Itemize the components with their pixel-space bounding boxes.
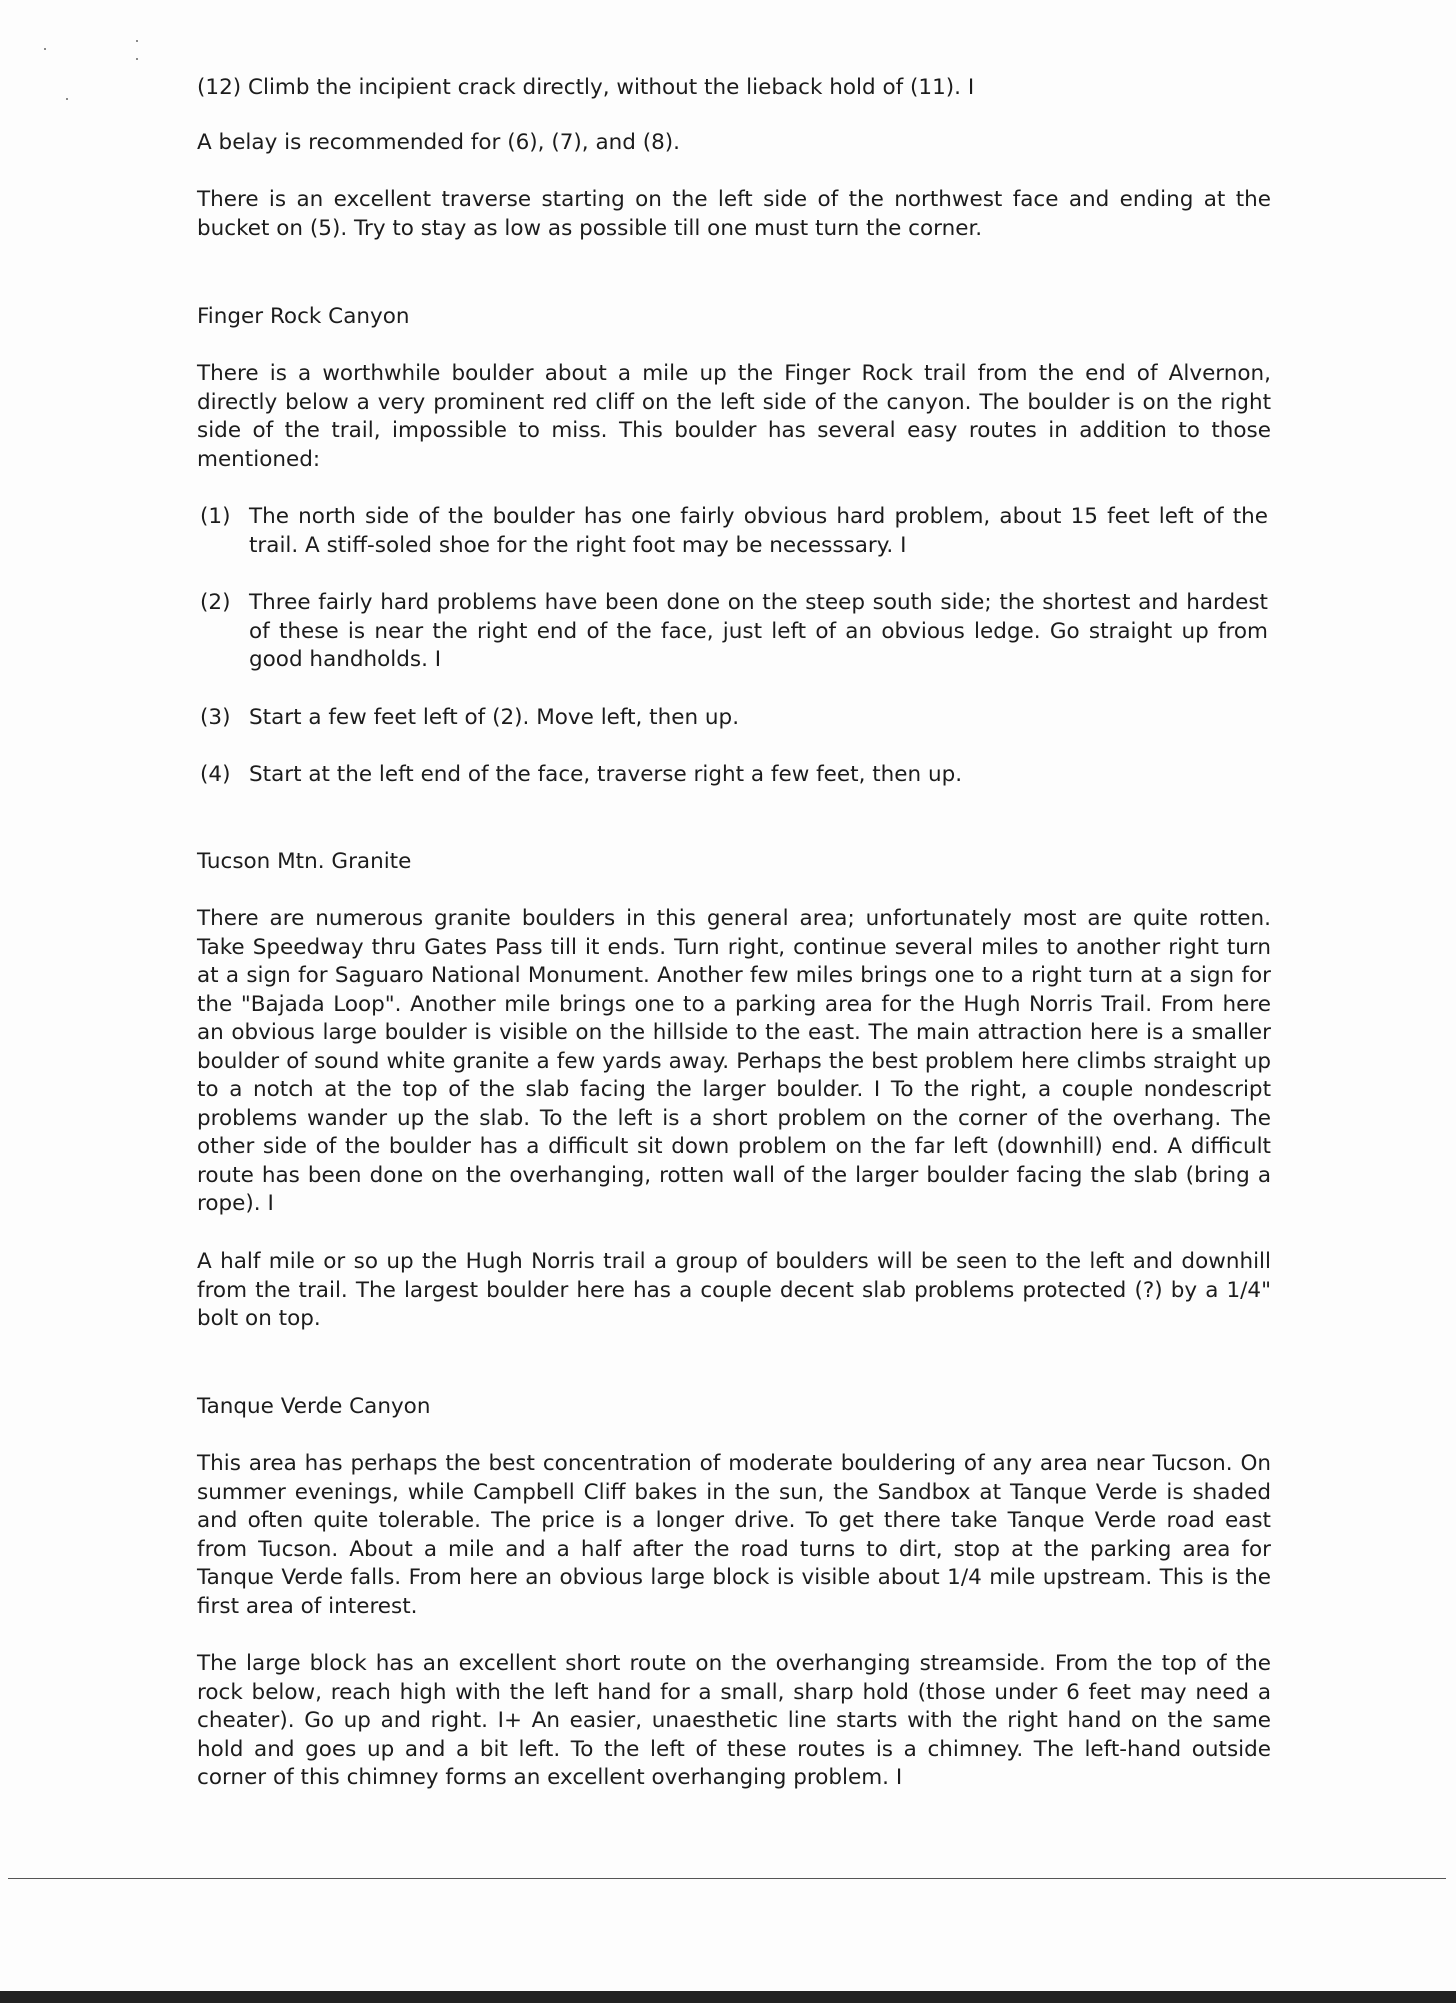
scan-edge-band	[0, 1991, 1456, 2003]
tanque-verde-paragraph-1: This area has perhaps the best concentration of moderate bouldering of any area near Tucson. On summer evenings, while Campbell Cliff bakes in the sun, the Sandbox at Tanque Verde is shaded and often quite tolerable. The price is a longer drive. To get there take Tanque Verde road east from Tucson. About a mile and a half after the road turns to dirt, stop at the parking area for Tanque Verde falls. From here an obvious large block is visible about 1/4 mile upstream. This is the first area of interest.	[197, 1451, 1271, 1619]
page-bottom-rule	[8, 1878, 1446, 1879]
scan-speck	[44, 48, 46, 50]
tucson-mtn-paragraph-1: There are numerous granite boulders in this general area; unfortunately most are quite rotten. Take Speedway thru Gates Pass till it ends. Turn right, continue several miles to another right turn at a sign for Saguaro National Monument. Another few miles brings one to a right turn at a sign for the "Bajada Loop". Another mile brings one to a parking area for the Hugh Norris Trail. From here an obvious large boulder is visible on the hillside to the east. The main attraction here is a smaller boulder of sound white granite a few yards away. Perhaps the best problem here climbs straight up to a notch at the top of the slab facing the larger boulder. I To the right, a couple nondescript problems wander up the slab. To the left is a short problem on the corner of the overhang. The other side of the boulder has a difficult sit down problem on the far left (downhill) end. A difficult route has been done on the overhanging, rotten wall of the larger boulder facing the slab (bring a rope). I	[197, 906, 1271, 1216]
section-heading-tucson-mtn: Tucson Mtn. Granite	[197, 849, 412, 874]
tanque-verde-paragraph-2: The large block has an excellent short route on the overhanging streamside. From the top of the rock below, reach high with the left hand for a small, sharp hold (those under 6 feet may need a cheater). Go up and right. I+ An easier, unaesthetic line starts with the right hand on the same hold and goes up and a bit left. To the left of these routes is a chimney. The left-hand outside corner of this chimney forms an excellent overhanging problem. I	[197, 1651, 1271, 1790]
scan-speck	[136, 58, 138, 60]
finger-rock-intro: There is a worthwhile boulder about a mile up the Finger Rock trail from the end of Alvernon, directly below a very prominent red cliff on the left side of the canyon. The boulder is on the right side of the trail, impossible to miss. This boulder has several easy routes in addition to those mentioned:	[197, 361, 1271, 472]
belay-note: A belay is recommended for (6), (7), and (8).	[197, 130, 681, 155]
route-number: (3)	[200, 705, 231, 730]
route-item	[200, 761, 1268, 790]
route-12-line: (12) Climb the incipient crack directly, without the lieback hold of (11). I	[197, 75, 975, 100]
scan-speck	[136, 40, 138, 42]
route-number: (4)	[200, 762, 231, 787]
route-item	[200, 589, 1268, 675]
route-number: (1)	[200, 504, 231, 529]
route-description: Start at the left end of the face, traverse right a few feet, then up.	[249, 762, 963, 787]
route-description: Three fairly hard problems have been done on the steep south side; the shortest and hardest of these is near the right end of the face, just left of an obvious ledge. Go straight up from good handholds. I	[249, 590, 1268, 672]
section-heading-tanque-verde: Tanque Verde Canyon	[197, 1394, 431, 1419]
route-description: Start a few feet left of (2). Move left, then up.	[249, 705, 740, 730]
tucson-mtn-paragraph-2: A half mile or so up the Hugh Norris trail a group of boulders will be seen to the left and downhill from the trail. The largest boulder here has a couple decent slab problems protected (?) by a 1/4" bolt on top.	[197, 1249, 1271, 1331]
route-item	[200, 704, 1268, 733]
route-number: (2)	[200, 590, 231, 615]
section-heading-finger-rock: Finger Rock Canyon	[197, 304, 410, 329]
route-description: The north side of the boulder has one fairly obvious hard problem, about 15 feet left of the trail. A stiff-soled shoe for the right foot may be necesssary. I	[249, 504, 1268, 558]
route-item	[200, 503, 1268, 560]
scan-speck	[66, 98, 68, 100]
traverse-note: There is an excellent traverse starting on the left side of the northwest face and ending at the bucket on (5). Try to stay as low as possible till one must turn the corner.	[197, 187, 1271, 241]
